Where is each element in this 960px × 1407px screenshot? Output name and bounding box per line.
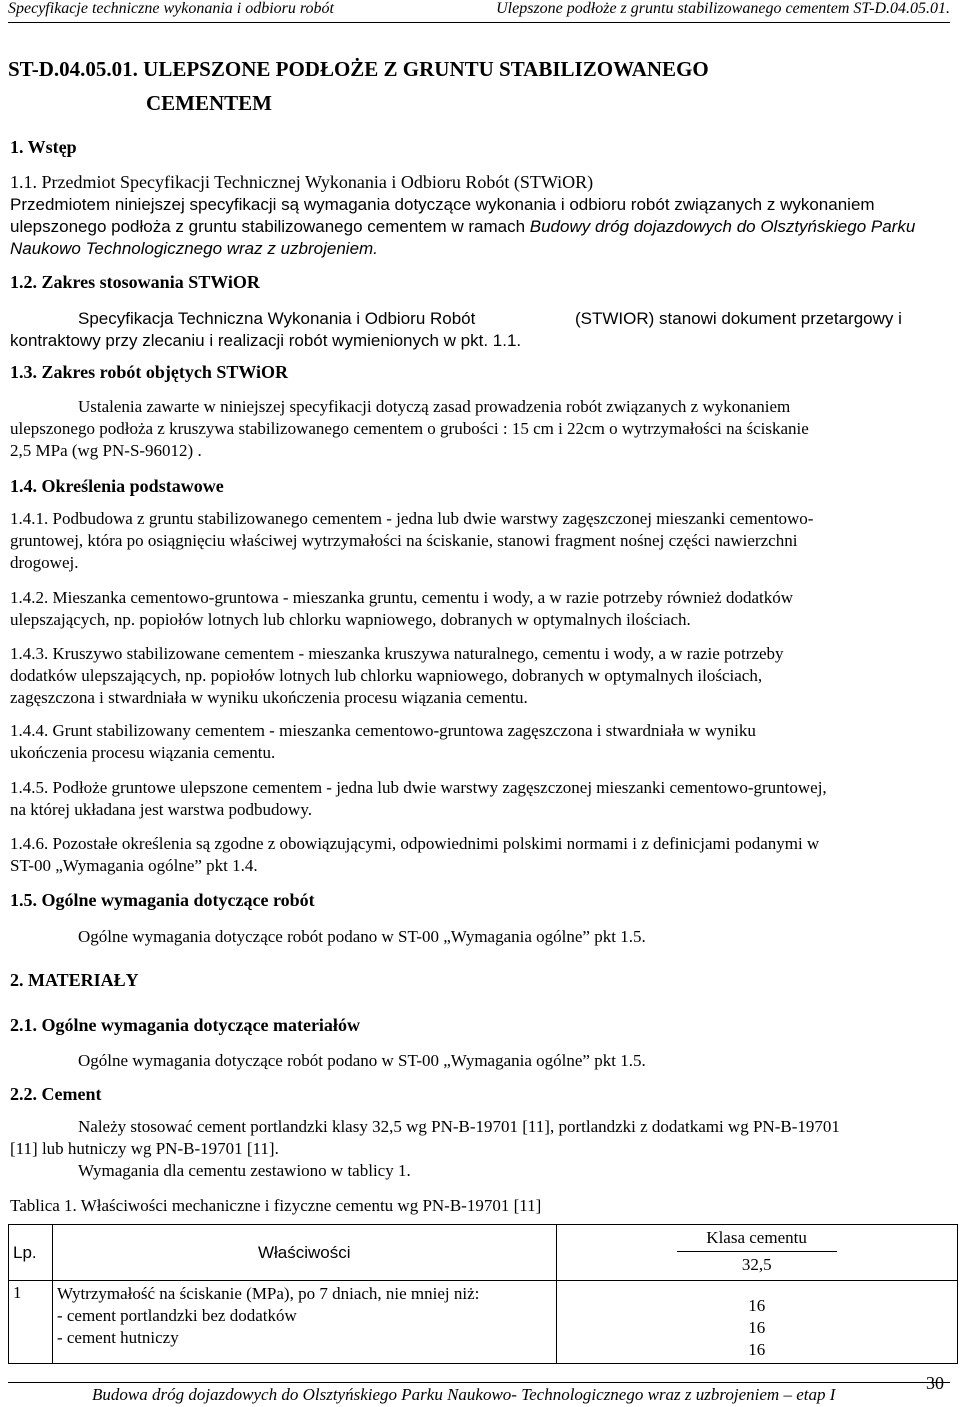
section-1-2-heading: 1.2. Zakres stosowania STWiOR bbox=[10, 272, 260, 292]
definition-1-4-4 bbox=[10, 720, 958, 764]
section-2-2-body bbox=[10, 1116, 958, 1182]
d1-line-1: 1.4.1. Podbudowa z gruntu stabilizowanego cementem - jedna lub dwie warstwy zagęszczonej mieszanki cementowo- bbox=[10, 509, 814, 528]
table-row bbox=[9, 1281, 958, 1364]
section-1-5-heading: 1.5. Ogólne wymagania dotyczące robót bbox=[10, 890, 315, 910]
header-class-value: 32,5 bbox=[741, 1255, 772, 1274]
header-left: Specyfikacje techniczne wykonania i odbioru robót bbox=[8, 0, 334, 17]
d4-line-1: 1.4.4. Grunt stabilizowany cementem - mieszanka cementowo-gruntowa zagęszczona i stwardniała w wyniku bbox=[10, 721, 756, 740]
title-line-2: CEMENTEM bbox=[146, 91, 272, 115]
d2-line-1: 1.4.2. Mieszanka cementowo-gruntowa - mieszanka gruntu, cementu i wody, a w razie potrzeby również dodatków bbox=[10, 588, 793, 607]
definition-1-4-5 bbox=[10, 777, 958, 821]
d3-line-1: 1.4.3. Kruszywo stabilizowane cementem - mieszanka kruszywa naturalnego, cementu i wody, a w razie potrzeby bbox=[10, 644, 784, 663]
s13-line-1: Ustalenia zawarte w niniejszej specyfikacji dotyczą zasad prowadzenia robót związanych z wykonaniem bbox=[78, 397, 791, 416]
section-1-5-text: Ogólne wymagania dotyczące robót podano w ST-00 „Wymagania ogólne” pkt 1.5. bbox=[78, 927, 646, 946]
header-cement-class bbox=[556, 1225, 957, 1281]
section-2-1-text: Ogólne wymagania dotyczące robót podano w ST-00 „Wymagania ogólne” pkt 1.5. bbox=[78, 1051, 646, 1070]
section-2-2-heading: 2.2. Cement bbox=[10, 1084, 102, 1104]
s22-line-1: Należy stosować cement portlandzki klasy 32,5 wg PN-B-19701 [11], portlandzki z dodatkami wg PN-B-19701 bbox=[78, 1117, 840, 1136]
project-name: Budowy dróg dojazdowych do Olsztyńskiego Parku bbox=[529, 217, 916, 236]
d5-line-2: na której układana jest warstwa podbudowy. bbox=[10, 800, 312, 819]
d3-line-2: dodatków ulepszających, np. popiołów lotnych lub chlorku wapniowego, dobranych w optymalnych ilościach, bbox=[10, 666, 763, 685]
row-prop-line-2: - cement portlandzki bez dodatków bbox=[56, 1306, 297, 1325]
d5-line-1: 1.4.5. Podłoże gruntowe ulepszone cementem - jedna lub dwie warstwy zagęszczonej mieszanki cementowo-gruntowej, bbox=[10, 778, 827, 797]
s12-line-1a: Specyfikacja Techniczna Wykonania i Odbioru Robót bbox=[78, 309, 476, 328]
row-value-2: 16 bbox=[748, 1318, 766, 1337]
header-right: Ulepszone podłoże z gruntu stabilizowanego cementem ST-D.04.05.01. bbox=[496, 0, 950, 17]
d4-line-2: ukończenia procesu wiązania cementu. bbox=[10, 743, 276, 762]
page-footer bbox=[8, 1373, 950, 1404]
row-value-1: 16 bbox=[748, 1296, 766, 1315]
definition-1-4-1 bbox=[10, 508, 958, 574]
table-1-caption: Tablica 1. Właściwości mechaniczne i fizyczne cementu wg PN-B-19701 [11] bbox=[10, 1196, 542, 1215]
section-2-heading: 2. MATERIAŁY bbox=[10, 970, 139, 990]
s11-line-2: ulepszonego podłoża z gruntu stabilizowanego cementem w ramach Budowy dróg dojazdowych do Olsztyńskiego Parku bbox=[10, 217, 916, 236]
s13-line-3: 2,5 MPa (wg PN-S-96012) . bbox=[10, 441, 202, 460]
table-1 bbox=[8, 1224, 958, 1364]
d1-line-3: drogowej. bbox=[10, 553, 79, 572]
d6-line-2: ST-00 „Wymagania ogólne” pkt 1.4. bbox=[10, 856, 258, 875]
section-1-3-body bbox=[10, 396, 958, 462]
d1-line-2: gruntowej, która po osiągnięciu właściwej wytrzymałości na ściskanie, stanowi fragment nośnej części nawierzchni bbox=[10, 531, 798, 550]
section-1-3-heading: 1.3. Zakres robót objętych STWiOR bbox=[10, 362, 289, 382]
s11-line-1: Przedmiotem niniejszej specyfikacji są wymagania dotyczące wykonania i odbioru robót związanych z wykonaniem bbox=[10, 195, 875, 214]
s22-line-2: [11] lub hutniczy wg PN-B-19701 [11]. bbox=[10, 1139, 279, 1158]
s11-line-3: Naukowo Technologicznego wraz z uzbrojeniem. bbox=[10, 239, 378, 258]
section-1-1-body bbox=[10, 194, 958, 260]
section-1-1-heading: 1.1. Przedmiot Specyfikacji Technicznej Wykonania i Odbioru Robót (STWiOR) bbox=[10, 172, 594, 192]
title-line-1: ST-D.04.05.01. ULEPSZONE PODŁOŻE Z GRUNTU STABILIZOWANEGO bbox=[8, 57, 709, 81]
s22-line-3: Wymagania dla cementu zestawiono w tablicy 1. bbox=[78, 1161, 411, 1180]
row-lp: 1 bbox=[9, 1281, 53, 1364]
section-1-heading: 1. Wstęp bbox=[10, 137, 77, 157]
table-header-row bbox=[9, 1225, 958, 1281]
d2-line-2: ulepszających, np. popiołów lotnych lub chlorku wapniowego, dobranych w optymalnych ilościach. bbox=[10, 610, 691, 629]
row-prop-line-1: Wytrzymałość na ściskanie (MPa), po 7 dniach, nie mniej niż: bbox=[56, 1284, 480, 1303]
header-class-label: Klasa cementu bbox=[677, 1225, 837, 1252]
definition-1-4-2 bbox=[10, 587, 958, 631]
definition-1-4-6 bbox=[10, 833, 958, 877]
document-title bbox=[8, 52, 709, 120]
row-properties bbox=[52, 1281, 556, 1364]
running-header bbox=[8, 0, 950, 23]
d6-line-1: 1.4.6. Pozostałe określenia są zgodne z obowiązującymi, odpowiednimi polskimi normami i z definicjami podanymi w bbox=[10, 834, 820, 853]
row-prop-line-3: - cement hutniczy bbox=[56, 1328, 179, 1347]
d3-line-3: zagęszczona i stwardniała w wyniku ukończenia procesu wiązania cementu. bbox=[10, 688, 528, 707]
s12-line-1b: (STWIOR) stanowi dokument przetargowy i bbox=[575, 309, 902, 328]
s13-line-2: ulepszonego podłoża z kruszywa stabilizowanego cementem o grubości : 15 cm i 22cm o wytrzymałości na ściskanie bbox=[10, 419, 809, 438]
header-properties: Właściwości bbox=[52, 1225, 556, 1281]
definition-1-4-3 bbox=[10, 643, 958, 709]
footer-text: Budowa dróg dojazdowych do Olsztyńskiego Parku Naukowo- Technologicznego wraz z uzbrojeniem – etap I bbox=[92, 1385, 836, 1404]
s12-line-2: kontraktowy przy zlecaniu i realizacji robót wymienionych w pkt. 1.1. bbox=[10, 331, 522, 350]
row-value-3: 16 bbox=[748, 1340, 766, 1359]
section-1-4-heading: 1.4. Określenia podstawowe bbox=[10, 476, 224, 496]
row-values bbox=[556, 1281, 957, 1364]
section-2-1-heading: 2.1. Ogólne wymagania dotyczące materiałów bbox=[10, 1015, 360, 1035]
page-number: 30 bbox=[926, 1373, 944, 1393]
header-lp: Lp. bbox=[9, 1225, 53, 1281]
